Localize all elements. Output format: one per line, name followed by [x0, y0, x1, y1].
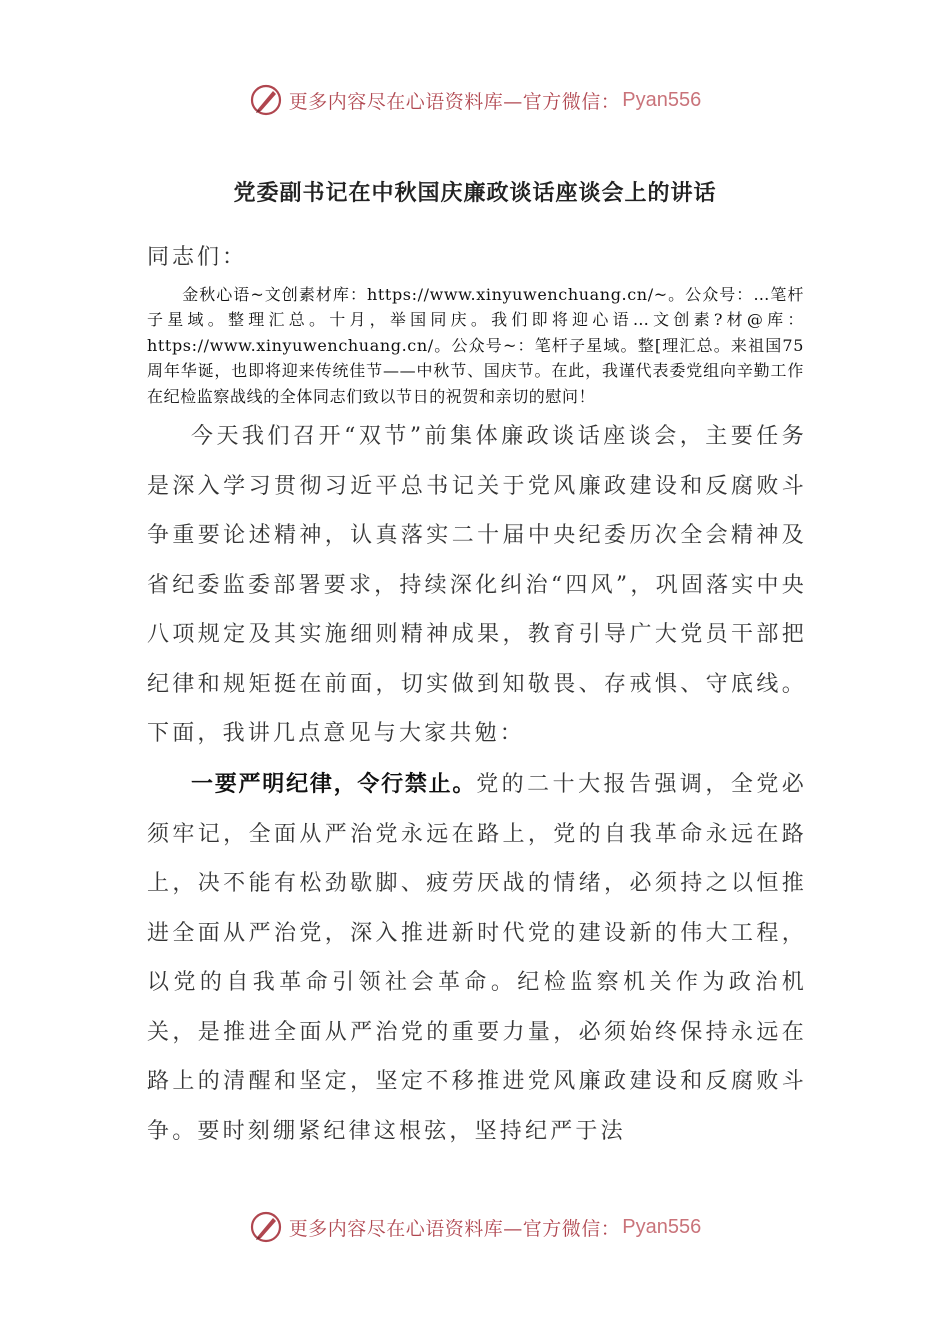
intro-paragraph: 金秋心语~文创素材库：https://www.xinyuwenchuang.cn/~。公众号：…笔杆子星域。整理汇总。十月，举国同庆。我们即将迎心语…文创素?材@库：https://www.xinyuwenchuang.cn/。公众号~：笔杆子星域。整[理汇总。来祖国75周年华诞，也即将迎来传统佳节——中秋节、国庆节。在此，我谨代表委党组向辛勤工作在纪检监察战线的全体同志们致以节日的祝贺和亲切的慰问！ [147, 285, 804, 406]
paragraph-2-text: 党的二十大报告强调，全党必须牢记，全面从严治党永远在路上，党的自我革命永远在路上，决不能有松劲歇脚、疲劳厌战的情绪，必须持之以恒推进全面从严治党，深入推进新时代党的建设新的伟大工程，以党的自我革命引领社会革命。纪检监察机关作为政治机关，是推进全面从严治党的重要力量，必须始终保持永远在路上的清醒和坚定，坚定不移推进党风廉政建设和反腐败斗争。要时刻绷紧纪律这根弦，坚持纪严于法 [147, 772, 807, 1144]
watermark-text: 更多内容尽在心语资料库—官方微信： [288, 90, 621, 113]
body-paragraph-1: 今天我们召开“双节”前集体廉政谈话座谈会，主要任务是深入学习贯彻习近平总书记关于党风廉政建设和反腐败斗争重要论述精神，认真落实二十届中央纪委历次全会精神及省纪委监委部署要求，持续深化纠治“四风”，巩固落实中央八项规定及其实施细则精神成果，教育引导广大党员干部把纪律和规矩挺在前面，切实做到知敬畏、存戒惧、守底线。下面，我讲几点意见与大家共勉： [147, 424, 807, 746]
watermark-banner-bottom [0, 1205, 950, 1249]
watermark-account: Pyan556 [622, 88, 702, 111]
watermark-text: 更多内容尽在心语资料库—官方微信： [288, 1217, 621, 1240]
pen-logo-icon [249, 83, 283, 117]
watermark-banner-top [0, 78, 950, 122]
watermark-account: Pyan556 [622, 1215, 702, 1238]
greeting: 同志们： [147, 245, 248, 270]
document-title: 党委副书记在中秋国庆廉政谈话座谈会上的讲话 [233, 181, 717, 206]
paragraph-lead-heading: 一要严明纪律，令行禁止。 [191, 772, 477, 797]
pen-logo-icon [249, 1210, 283, 1244]
body-paragraph-2 [147, 760, 807, 1156]
